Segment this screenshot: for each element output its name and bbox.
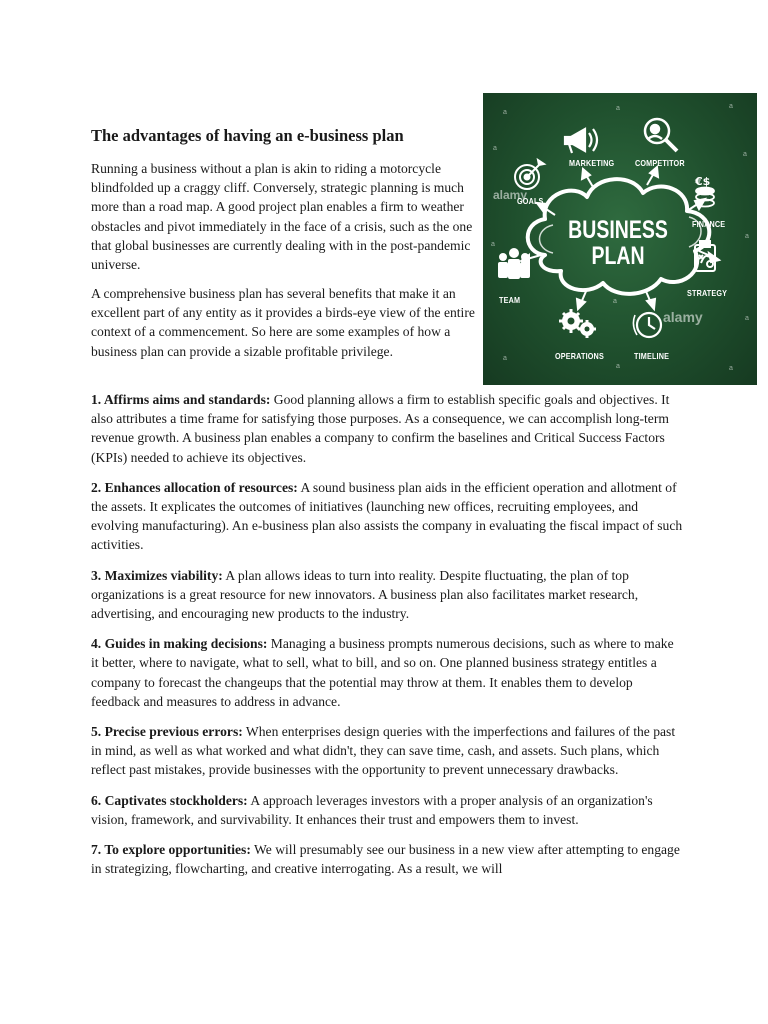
watermark-mark: a [503,109,507,116]
advantage-heading: 1. Affirms aims and standards: [91,392,271,407]
advantage-text: A approach leverages investors with a proper analysis of an organization's vision, framework, and survivability. It enhances their trust and empowers them to invest. [91,792,653,827]
megaphone-icon [565,129,597,153]
advantage-text: Good planning allows a firm to establish specific goals and objectives. It also attributes a time frame for satisfying those purposes. As a consequence, we can accomplish long-term revenue growth. A business plan enables a company to confirm the baselines and Critical Success Factors (KPIs) needed to achieve its objectives. [91,392,670,465]
advantage-text: When enterprises design queries with the imperfections and failures of the past in mind, as well as what worked and what didn't, they can save time, cash, and assets. Such plans, which reflect past mistakes, provide businesses with the opportunity to prevent unnecessary drawbacks. [91,724,676,778]
advantage-item [91,722,683,780]
advantages-list [91,390,683,878]
advantage-heading: 3. Maximizes viability: [91,567,223,583]
label-finance: FINANCE [692,219,726,229]
label-timeline: TIMELINE [634,351,670,361]
advantage-item [91,791,683,829]
advantage-item [91,634,683,711]
watermark-mark: a [729,365,733,372]
business-plan-graphic [483,93,757,385]
article-title: The advantages of having an e-business plan [91,126,404,145]
team-icon [498,248,530,279]
watermark: alamy [493,188,528,202]
advantage-text: A plan allows ideas to turn into reality. Despite fluctuating, the plan of top organizations is a great resource for new innovators. A business plan also facilitates market research, advertising, and encouraging new products to the industry. [91,567,639,622]
intro-paragraph: A comprehensive business plan has several benefits that make it an excellent part of any entity as it provides a birds-eye view of the entire context of a commencement. So here are some examples of how a business plan can provide a sizable profitable privilege. [91,286,475,359]
advantage-item [91,478,683,555]
svg-text:€$: €$ [695,175,711,188]
watermark: alamy [663,309,703,325]
advantage-heading: 6. Captivates stockholders: [91,792,248,808]
intro-paragraph: Running a business without a plan is akin to riding a motorcycle blindfolded up a craggy cliff. Conversely, strategic planning is much more than a road map. A good project plan enables a firm to weather obstacles and pivot immediately in the face of a crisis, such as the one that global businesses are currently dealing with in the post-pandemic universe. [91,161,473,273]
advantage-heading: 7. To explore opportunities: [91,842,251,858]
advantage-heading: 4. Guides in making decisions: [91,636,268,652]
target-icon [515,160,544,189]
advantage-text: Managing a business prompts numerous decisions, such as where to make it better, where to navigate, what to sell, what to bill, and so on. One planned business strategy entitles a company to forecast the changeups that the potential may throw at them. It enables them to develop feedback and measures to address in advance. [91,636,674,709]
graphic-center-title-line1: BUSINESS [568,216,668,244]
watermark-mark: a [745,315,749,322]
advantage-item [91,566,683,624]
watermark-mark: a [743,151,747,158]
advantage-heading: 2. Enhances allocation of resources: [91,479,298,495]
label-competitor: COMPETITOR [635,158,685,168]
label-strategy: STRATEGY [687,288,728,298]
watermark-mark: a [493,145,497,152]
gears-icon [559,309,596,338]
watermark-mark: a [613,298,617,305]
watermark-mark: a [503,355,507,362]
watermark-mark: a [616,105,620,112]
label-operations: OPERATIONS [555,351,604,361]
magnifier-icon [645,119,677,151]
advantage-heading: 5. Precise previous errors: [91,724,243,740]
watermark-mark: a [616,363,620,370]
advantage-text: A sound business plan aids in the efficient operation and allotment of the assets. It explicates the outcomes of initiatives (launching new offices, recruiting employees, and evolving manufacturing). An e-business plan also assists the company in evaluating the fiscal impact of such activities. [91,479,683,553]
watermark-mark: a [491,241,495,248]
advantage-item [91,390,683,467]
watermark-mark: a [729,103,733,110]
graphic-center-title-line2: PLAN [591,242,645,270]
clock-icon [633,313,661,337]
label-goals: GOALS [517,196,544,206]
advantage-text: We will presumably see our business in a new view after attempting to engage in strategizing, flowcharting, and creative interrogating. As a result, we will [91,842,680,877]
label-team: TEAM [499,295,521,305]
advantage-item [91,840,683,878]
label-marketing: MARKETING [569,158,615,168]
watermark-mark: a [745,233,749,240]
